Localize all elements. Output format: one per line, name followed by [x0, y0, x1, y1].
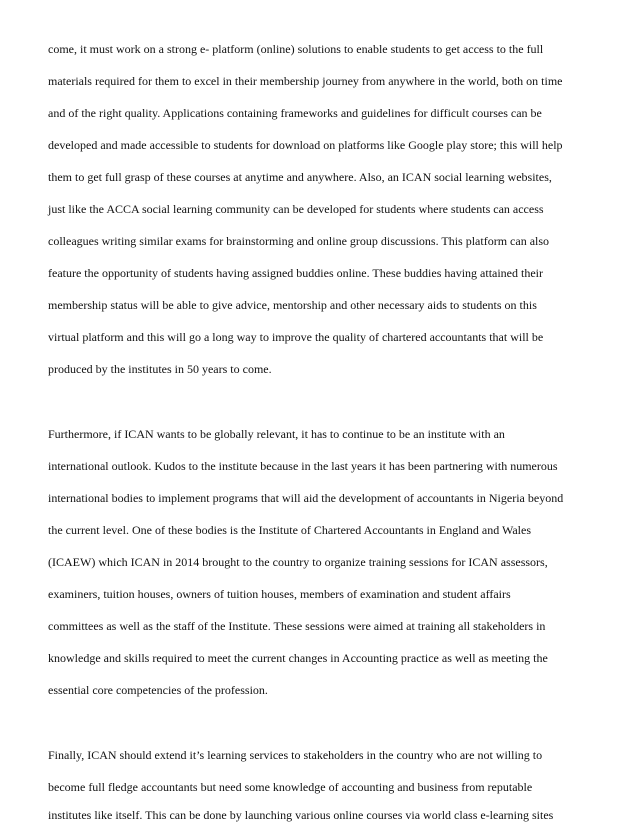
text-line: and of the right quality. Applications containing frameworks and guidelines for difficult courses can be [48, 106, 542, 120]
text-line: come, it must work on a strong e- platform (online) solutions to enable students to get access to the full [48, 42, 544, 56]
text-line: international outlook. Kudos to the institute because in the last years it has been partnering with numerous [48, 459, 558, 473]
text-line: international bodies to implement programs that will aid the development of accountants in Nigeria beyond [48, 491, 564, 505]
text-line: membership status will be able to give advice, mentorship and other necessary aids to students on this [48, 298, 537, 312]
text-line: feature the opportunity of students having assigned buddies online. These buddies having attained their [48, 266, 543, 280]
text-line: Furthermore, if ICAN wants to be globally relevant, it has to continue to be an institute with an [48, 427, 505, 441]
text-line: (ICAEW) which ICAN in 2014 brought to the country to organize training sessions for ICAN assessors, [48, 555, 548, 569]
text-line: colleagues writing similar exams for brainstorming and online group discussions. This platform can also [48, 234, 550, 248]
text-line: institutes like itself. This can be done by launching various online courses via world class e-learning sites [48, 808, 554, 822]
text-line: essential core competencies of the profession. [48, 683, 268, 697]
text-line: developed and made accessible to students for download on platforms like Google play store; this will help [48, 138, 563, 152]
text-line: Finally, ICAN should extend it’s learning services to stakeholders in the country who are not willing to [48, 748, 543, 762]
text-line: produced by the institutes in 50 years to come. [48, 362, 272, 376]
text-line: become full fledge accountants but need some knowledge of accounting and business from reputable [48, 780, 533, 794]
text-line: the current level. One of these bodies is the Institute of Chartered Accountants in England and Wales [48, 523, 532, 537]
text-line: committees as well as the staff of the Institute. These sessions were aimed at training all stakeholders in [48, 619, 546, 633]
text-line: materials required for them to excel in their membership journey from anywhere in the world, both on time [48, 74, 563, 88]
text-line: them to get full grasp of these courses at anytime and anywhere. Also, an ICAN social learning websites, [48, 170, 552, 184]
text-line: knowledge and skills required to meet the current changes in Accounting practice as well as meeting the [48, 651, 548, 665]
text-line: virtual platform and this will go a long way to improve the quality of chartered accountants that will be [48, 330, 544, 344]
text-line: examiners, tuition houses, owners of tuition houses, members of examination and student affairs [48, 587, 511, 601]
text-line: just like the ACCA social learning community can be developed for students where students can access [48, 202, 544, 216]
